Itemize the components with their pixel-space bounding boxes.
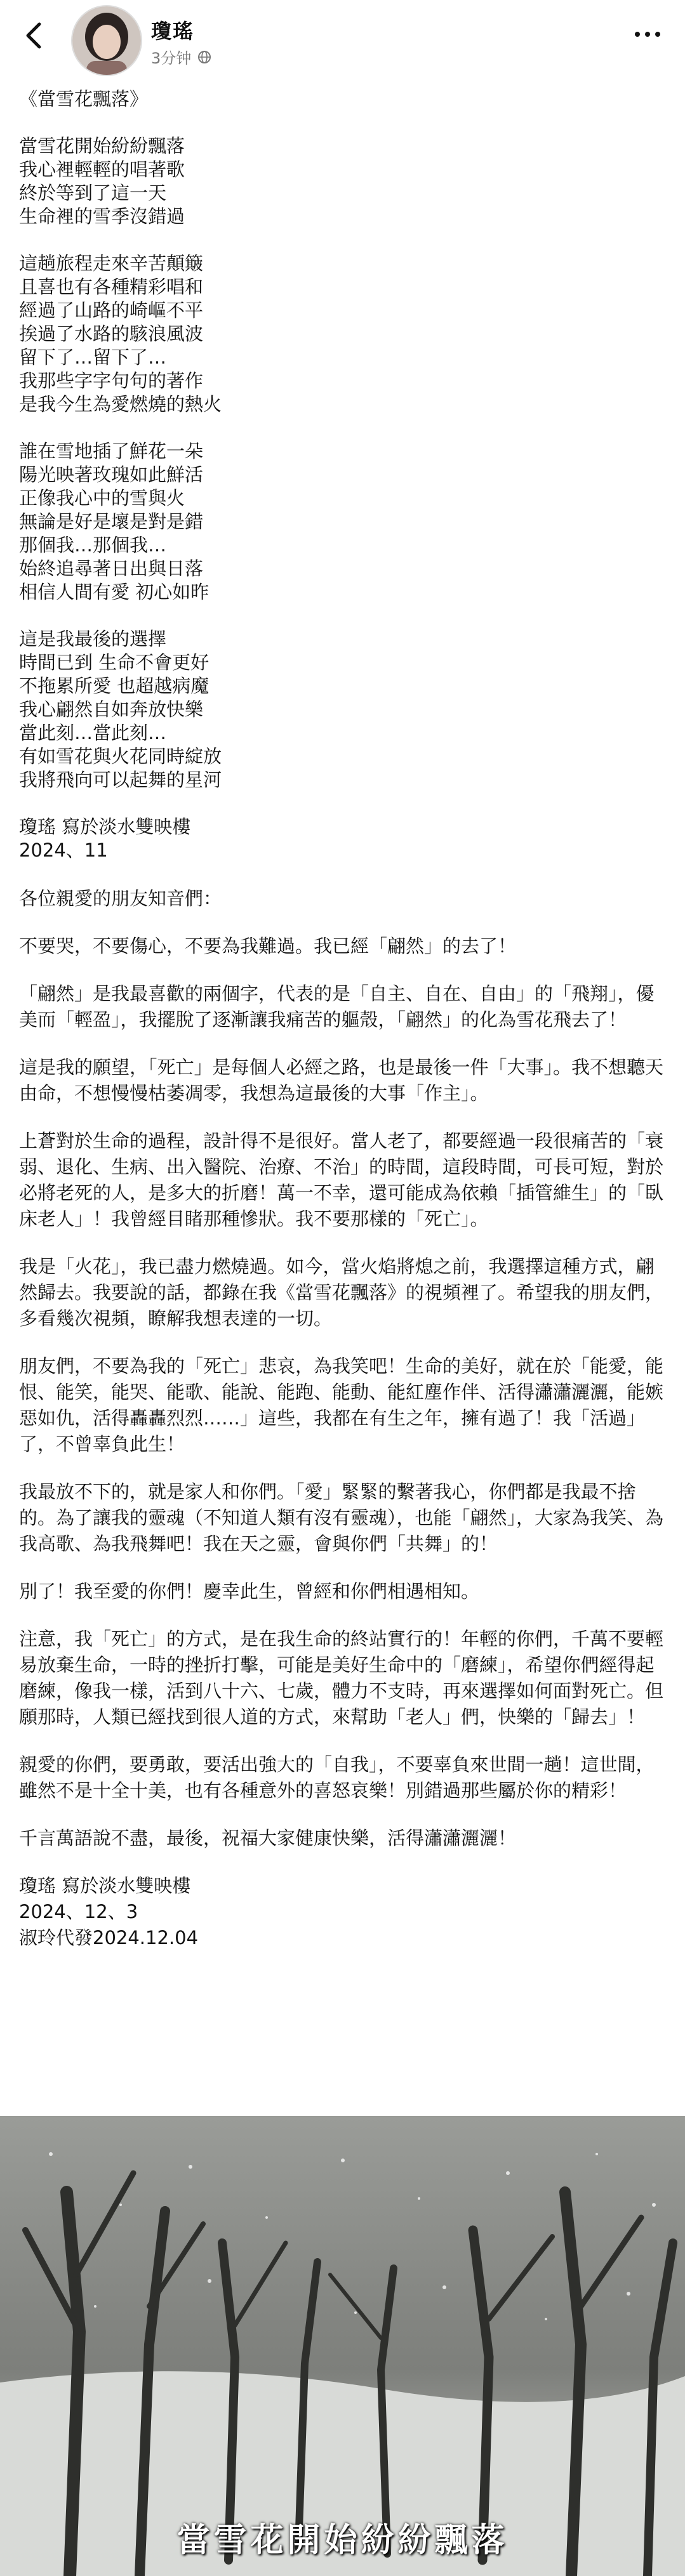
letter-paragraph: 親愛的你們，要勇敢，要活出強大的「自我」，不要辜負來世間一趟！這世間，雖然不是十全十美，也有各種意外的喜怒哀樂！別錯過那些屬於你的精彩！ (19, 1754, 655, 1801)
poem-line: 當此刻…當此刻… (19, 722, 167, 744)
more-icon[interactable] (628, 22, 667, 47)
letter-paragraph: 朋友們，不要為我的「死亡」悲哀，為我笑吧！生命的美好，就在於「能愛，能恨、能笑，能哭、能歌、能說、能跑、能動、能紅塵作伴、活得瀟瀟灑灑，能嫉惡如仇，活得轟轟烈烈……」這些，我都在有生之年，擁有過了！我「活過」了，不曾辜負此生！ (19, 1355, 664, 1455)
poem-line: 我那些字字句句的著作 (19, 370, 204, 391)
poem-title: 《當雪花飄落》 (19, 88, 149, 110)
poem-line: 且喜也有各種精彩唱和 (19, 276, 204, 298)
letter-paragraph: 「翩然」是我最喜歡的兩個字，代表的是「自主、自在、自由」的「飛翔」，優美而「輕盈」，我擺脫了逐漸讓我痛苦的軀殼，「翩然」的化為雪花飛去了！ (19, 983, 655, 1030)
letter-paragraph: 別了！我至愛的你們！慶幸此生，曾經和你們相遇相知。 (19, 1580, 480, 1602)
poem-line: 我心翩然自如奔放快樂 (19, 699, 204, 720)
poem-line: 終於等到了這一天 (19, 182, 167, 204)
letter-greeting: 各位親愛的朋友知音們： (19, 888, 222, 909)
letter-signature: 瓊瑤 寫於淡水雙映樓 (19, 1875, 191, 1896)
snowy-forest-image (0, 2116, 685, 2576)
poem-stanza-3 (19, 440, 667, 604)
letter-paragraph: 注意，我「死亡」的方式，是在我生命的終站實行的！年輕的你們，千萬不要輕易放棄生命，一時的挫折打擊，可能是美好生命中的「磨練」，希望你們經得起磨練，像我一樣，活到八十六、七歲，體力不支時，再來選擇如何面對死亡。但願那時，人類已經找到很人道的方式，來幫助「老人」們，快樂的「歸去」！ (19, 1628, 664, 1728)
post-body (19, 88, 667, 1951)
poem-line: 正像我心中的雪與火 (19, 487, 185, 509)
poem-line: 有如雪花與火花同時綻放 (19, 746, 222, 767)
poem-line: 我心裡輕輕的唱著歌 (19, 159, 185, 180)
post-meta (151, 46, 211, 68)
letter-paragraph: 千言萬語說不盡，最後，祝福大家健康快樂，活得瀟瀟灑灑！ (19, 1827, 517, 1849)
video-thumbnail[interactable] (0, 2116, 685, 2576)
letter-paragraph: 不要哭，不要傷心，不要為我難過。我已經「翩然」的去了！ (19, 935, 517, 957)
poem-stanza-2 (19, 252, 667, 416)
poem-line: 留下了…留下了… (19, 346, 167, 368)
poem-line: 那個我…那個我… (19, 534, 167, 556)
letter-paragraph: 我是「火花」，我已盡力燃燒過。如今，當火焰將熄之前，我選擇這種方式，翩然歸去。我要說的話，都錄在我《當雪花飄落》的視頻裡了。希望我的朋友們，多看幾次視頻，瞭解我想表達的一切。 (19, 1256, 664, 1329)
poem-line: 時間已到 生命不會更好 (19, 652, 209, 673)
back-arrow-icon[interactable] (17, 16, 55, 55)
poem-line: 這趟旅程走來辛苦顛簸 (19, 253, 204, 274)
poem-line: 是我今生為愛燃燒的熱火 (19, 393, 222, 415)
poem-signature: 瓊瑤 寫於淡水雙映樓 (19, 816, 191, 838)
poem-line: 生命裡的雪季沒錯過 (19, 206, 185, 227)
post-time: 3分钟 (151, 49, 192, 67)
poem-line: 無論是好是壞是對是錯 (19, 511, 204, 532)
poem-line: 不拖累所愛 也超越病魔 (19, 675, 209, 697)
poem-stanza-1 (19, 135, 667, 228)
poem-line: 誰在雪地插了鮮花一朵 (19, 440, 204, 462)
letter-paragraph: 我最放不下的，就是家人和你們。「愛」緊緊的繫著我心，你們都是我最不捨的。為了讓我的靈魂（不知道人類有沒有靈魂），也能「翩然」，大家為我笑、為我高歌、為我飛舞吧！我在天之靈，會與你們「共舞」的！ (19, 1481, 664, 1554)
letter-date: 2024、12、3 (19, 1901, 138, 1922)
letter-posted-by: 淑玲代發2024.12.04 (19, 1927, 199, 1948)
poem-line: 我將飛向可以起舞的星河 (19, 769, 222, 791)
poem-date: 2024、11 (19, 839, 108, 861)
globe-icon (197, 50, 211, 64)
video-caption: 當雪花開始紛紛飄落 (176, 2521, 509, 2560)
poem-line: 當雪花開始紛紛飄落 (19, 135, 185, 157)
poem-line: 挨過了水路的駭浪風波 (19, 323, 204, 345)
letter-paragraph: 上蒼對於生命的過程，設計得不是很好。當人老了，都要經過一段很痛苦的「衰弱、退化、生病、出入醫院、治療、不治」的時間，這段時間，可長可短，對於必將老死的人，是多大的折磨！萬一不幸，還可能成為依賴「插管維生」的「臥床老人」！我曾經目睹那種慘狀。我不要那樣的「死亡」。 (19, 1130, 664, 1230)
letter-paragraph: 這是我的願望，「死亡」是每個人必經之路，也是最後一件「大事」。我不想聽天由命，不想慢慢枯萎凋零，我想為這最後的大事「作主」。 (19, 1056, 664, 1104)
post-header (0, 0, 685, 95)
poem-line: 這是我最後的選擇 (19, 628, 167, 650)
poem-line: 陽光映著玫瑰如此鮮活 (19, 464, 204, 485)
avatar[interactable] (71, 5, 142, 76)
poem-line: 相信人間有愛 初心如昨 (19, 581, 209, 603)
poem-stanza-4 (19, 628, 667, 792)
author-name[interactable]: 瓊瑤 (151, 19, 195, 43)
poem-line: 始終追尋著日出與日落 (19, 558, 204, 579)
poem-line: 經過了山路的崎嶇不平 (19, 299, 204, 321)
